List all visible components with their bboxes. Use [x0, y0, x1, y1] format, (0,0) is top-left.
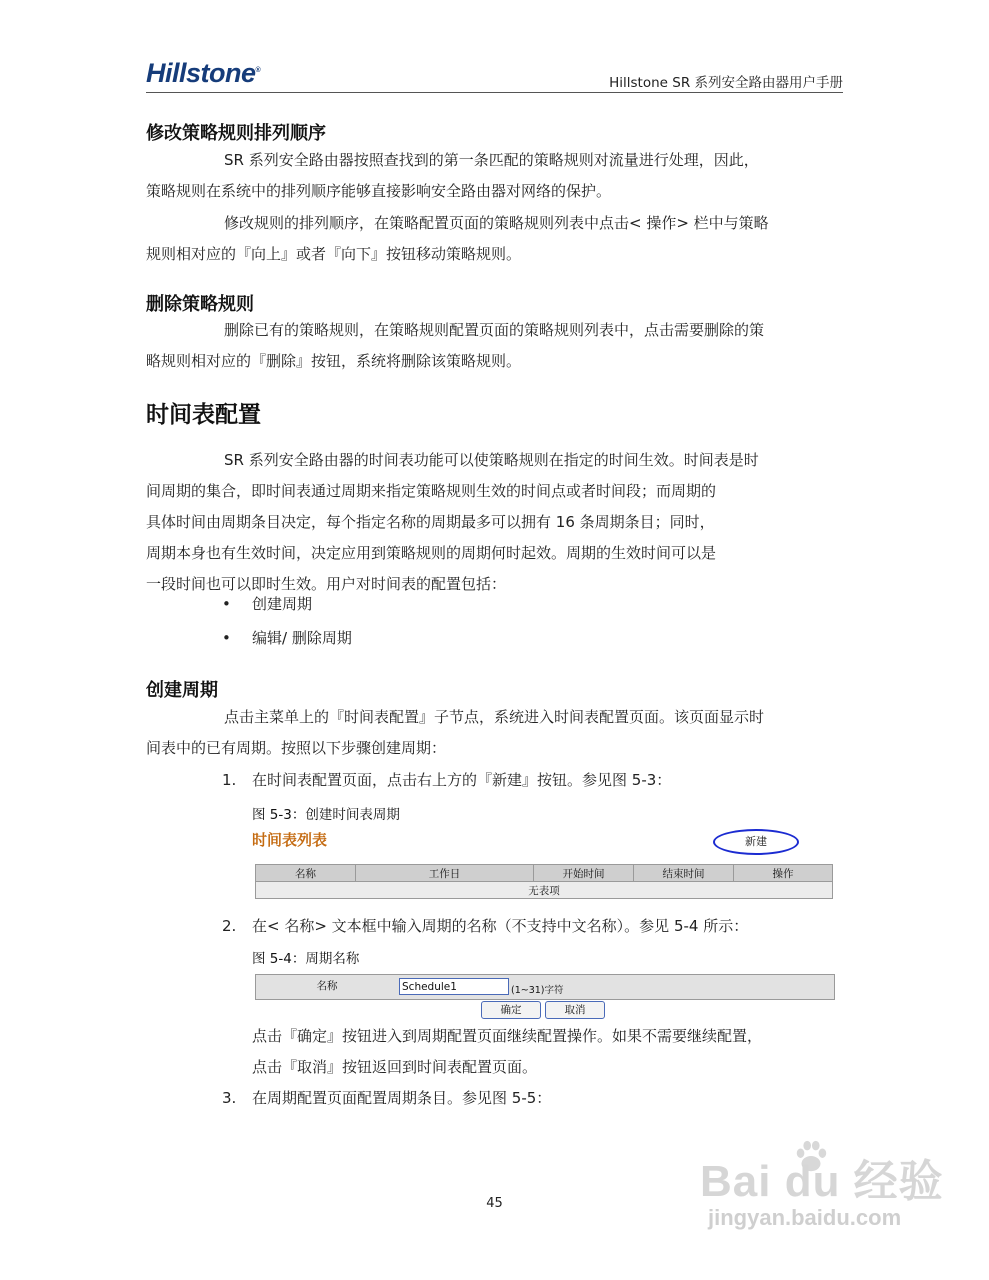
step-1: 1. 在时间表配置页面，点击右上方的『新建』按钮。参见图 5-3： — [222, 771, 672, 789]
page-number: 45 — [486, 1196, 503, 1211]
heading-modify-order: 修改策略规则排列顺序 — [146, 123, 326, 144]
figure-5-4-caption: 图 5-4：周期名称 — [252, 951, 360, 967]
column-header-actions: 操作 — [734, 865, 833, 882]
period-name-input[interactable] — [399, 978, 509, 995]
column-header-name: 名称 — [256, 865, 356, 882]
figure-5-3-caption: 图 5-3：创建时间表周期 — [252, 807, 400, 823]
schedule-list-title: 时间表列表 — [252, 831, 328, 849]
heading-schedule-config: 时间表配置 — [146, 402, 261, 428]
header-divider — [146, 92, 843, 93]
paragraph-create-period: 点击主菜单上的『时间表配置』子节点，系统进入时间表配置页面。该页面显示时 间表中的已有周期。按照以下步骤创建周期： — [146, 708, 765, 757]
hillstone-logo: Hillstone® — [146, 58, 261, 88]
empty-table-message: 无表项 — [256, 882, 833, 899]
schedule-list-table — [255, 864, 833, 899]
period-name-form-row — [255, 974, 835, 1000]
heading-delete-rule: 删除策略规则 — [146, 294, 254, 315]
column-header-start-time: 开始时间 — [534, 865, 634, 882]
paragraph-confirm-cancel-note: 点击『确定』按钮进入到周期配置页面继续配置操作。如果不需要继续配置， 点击『取消』按钮返回到时间表配置页面。 — [252, 1027, 763, 1076]
baidu-watermark: Bai du 经验 — [700, 1157, 944, 1206]
column-header-end-time: 结束时间 — [634, 865, 734, 882]
new-schedule-button[interactable]: 新建 — [713, 829, 799, 855]
paragraph-delete-rule: 删除已有的策略规则，在策略规则配置页面的策略规则列表中，点击需要删除的策 略规则相对应的『删除』按钮，系统将删除该策略规则。 — [146, 321, 765, 370]
confirm-button[interactable]: 确定 — [481, 1001, 541, 1019]
step-3: 3. 在周期配置页面配置周期条目。参见图 5-5： — [222, 1089, 552, 1107]
table-row — [256, 882, 833, 899]
paragraph-modify-order-1: SR 系列安全路由器按照查找到的第一条匹配的策略规则对流量进行处理，因此， 策略规则在系统中的排列顺序能够直接影响安全路由器对网络的保护。 — [146, 151, 759, 200]
step-2: 2. 在< 名称> 文本框中输入周期的名称（不支持中文名称）。参见 5-4 所示： — [222, 917, 749, 935]
list-item: • 创建周期 — [222, 595, 313, 613]
paragraph-modify-order-2: 修改规则的排列顺序，在策略配置页面的策略规则列表中点击< 操作> 栏中与策略 规则相对应的『向上』或者『向下』按钮移动策略规则。 — [146, 214, 769, 263]
heading-create-period: 创建周期 — [146, 680, 218, 701]
name-length-hint: (1~31)字符 — [511, 985, 564, 996]
column-header-weekday: 工作日 — [356, 865, 534, 882]
name-field-label: 名称 — [316, 980, 338, 992]
paragraph-schedule-intro: SR 系列安全路由器的时间表功能可以使策略规则在指定的时间生效。时间表是时 间周期的集合，即时间表通过周期来指定策略规则生效的时间点或者时间段；而周期的 具体时间由周期条目决定，每个指定名称的周期最多可以拥有 16 条周期条目；同时， 周期本身也有生效时间，决定应用到策略规则的周期何时起效。周期的生效时间可以是 一段时间也可以即时生效。用户对时间表的配置包括： — [146, 451, 759, 593]
baidu-watermark-url: jingyan.baidu.com — [708, 1205, 902, 1230]
document-title: Hillstone SR 系列安全路由器用户手册 — [609, 75, 843, 91]
list-item: • 编辑/ 删除周期 — [222, 629, 352, 647]
cancel-button[interactable]: 取消 — [545, 1001, 605, 1019]
